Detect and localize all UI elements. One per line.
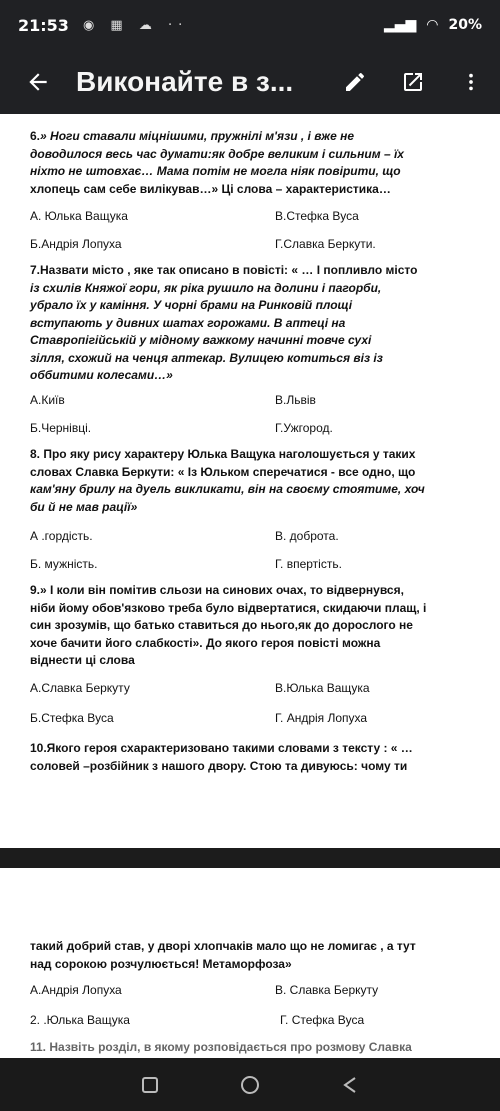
more-vert-icon [460, 71, 482, 93]
signal-icon: ▂▄▆ [383, 17, 417, 33]
q6-option-a: А. Юлька Ващука [30, 209, 128, 223]
q7-line-3: убрало їх у каміння. У чорні брами на Ринковій площі [30, 298, 353, 312]
status-time: 21:53 [18, 15, 69, 35]
more-options-button[interactable] [442, 50, 500, 114]
question-10 [30, 740, 470, 775]
q10-option-v: В. Славка Беркуту [275, 983, 379, 997]
q7-option-a: А.Київ [30, 393, 65, 407]
q6-line-3: ніхто не штовхає… Мама потім не могла ніяк повірити, що [30, 164, 401, 178]
system-nav-bar [0, 1058, 500, 1111]
back-button[interactable] [0, 50, 76, 114]
q10-option-a: А.Андрія Лопуха [30, 983, 122, 997]
q8-option-a: А .гордість. [30, 529, 93, 543]
recents-button[interactable] [120, 1065, 180, 1105]
q8-line-2: словах Славка Беркути: « Із Юльком сперечатися - все одно, що [30, 464, 416, 479]
home-button[interactable] [220, 1065, 280, 1105]
q9-option-g: Г. Андрія Лопуха [275, 711, 368, 725]
pencil-icon [343, 70, 367, 94]
q6-line-1 [30, 128, 470, 146]
q7-option-g: Г.Ужгород. [275, 421, 333, 435]
home-icon [239, 1074, 261, 1096]
q6-line-1-text: » Ноги ставали міцнішими, пружнілі м'язи , і вже не [40, 129, 355, 143]
open-external-button[interactable] [384, 50, 442, 114]
arrow-left-icon [25, 69, 51, 95]
q9-line-5: віднести ці слова [30, 653, 135, 667]
q7-line-6: зілля, схожий на ченця аптекар. Вулицею котиться віз із [30, 350, 383, 365]
q10-line-2: соловей –розбійник з нашого двору. Стою та дивуюсь: чому ти [30, 758, 408, 773]
question-6 [30, 128, 470, 198]
app-bar [0, 50, 500, 114]
q10-option-g: Г. Стефка Вуса [280, 1013, 365, 1027]
q6-option-g: Г.Славка Беркути. [275, 237, 376, 251]
q7-option-v: В.Львів [275, 393, 316, 407]
q8-option-b: Б. мужність. [30, 557, 98, 571]
q9-line-4: хоче бачити його слабкості». До якого героя повісті можна [30, 635, 381, 650]
battery-level: 20% [448, 17, 482, 33]
q6-option-b: Б.Андрія Лопуха [30, 237, 122, 251]
notification-icons: ◉ ▦ ☁ ·· [82, 17, 189, 33]
q8-line-1: 8. Про яку рису характеру Юлька Ващука наголошується у таких [30, 447, 416, 461]
q10-option-b: 2. .Юлька Ващука [30, 1013, 130, 1027]
q7-option-b: Б.Чернівці. [30, 421, 92, 435]
q9-line-1: 9.» І коли він помітив сльози на синових очах, то відвернувся, [30, 583, 404, 597]
q7-line-4: вступають у дивних шатах горожами. В аптеці на [30, 315, 346, 330]
q8-line-4: би й не мав рації» [30, 499, 138, 514]
page-title: Виконайте в з... [76, 66, 294, 97]
q7-line-2: із схилів Княжої гори, як ріка рушило на долини і пагорби, [30, 280, 382, 295]
edit-button[interactable] [326, 50, 384, 114]
q6-line-2: доводилося весь час думати:як добре великим і сильним – їх [30, 146, 404, 161]
q7-line-7: оббитими колесами…» [30, 368, 173, 382]
q8-line-3: кам'яну брилу на дуель викликати, він на своєму стоятиме, хоч [30, 482, 425, 496]
back-triangle-icon [340, 1075, 360, 1095]
q9-line-2: ніби йому обов'язково треба було відвертатися, скидаючи плащ, і [30, 600, 427, 615]
q10-cont-line-2: над сорокою розчулюється! Метаморфоза» [30, 956, 292, 971]
wifi-icon: ◠ [426, 17, 439, 33]
open-in-new-icon [401, 70, 425, 94]
q9-option-b: Б.Стефка Вуса [30, 711, 114, 725]
status-bar [0, 0, 500, 50]
q8-option-g: Г. впертість. [275, 557, 342, 571]
q7-line-1: 7.Назвати місто , яке так описано в повісті: « … І попливло місто [30, 263, 418, 277]
question-10-continuation [30, 938, 470, 973]
back-nav-button[interactable] [320, 1065, 380, 1105]
q10-line-1: 10.Якого героя схарактеризовано такими словами з тексту : « … [30, 741, 413, 755]
status-right [384, 17, 482, 33]
q9-option-v: В.Юлька Ващука [275, 681, 370, 695]
question-8 [30, 446, 470, 516]
q7-line-5: Ставропігійській у мідному важкому начинні товче сухі [30, 333, 372, 347]
q10-cont-line-1: такий добрий став, у дворі хлопчаків мало що не ломигає , а тут [30, 939, 416, 953]
question-7 [30, 262, 470, 385]
q8-option-v: В. доброта. [275, 529, 339, 543]
page-separator [0, 848, 500, 868]
q6-number: 6. [30, 129, 41, 143]
recents-icon [140, 1075, 160, 1095]
q6-line-4: хлопець сам себе вилікував…» Ці слова – характеристика… [30, 181, 391, 196]
q9-option-a: А.Славка Беркуту [30, 681, 130, 695]
question-11-cut: 11. Назвіть розділ, в якому розповідається про розмову Славка [30, 1040, 412, 1054]
q6-option-v: В.Стефка Вуса [275, 209, 359, 223]
q9-line-3: син зрозумів, що батько ставиться до нього,як до дорослого не [30, 618, 413, 632]
question-9 [30, 582, 470, 670]
